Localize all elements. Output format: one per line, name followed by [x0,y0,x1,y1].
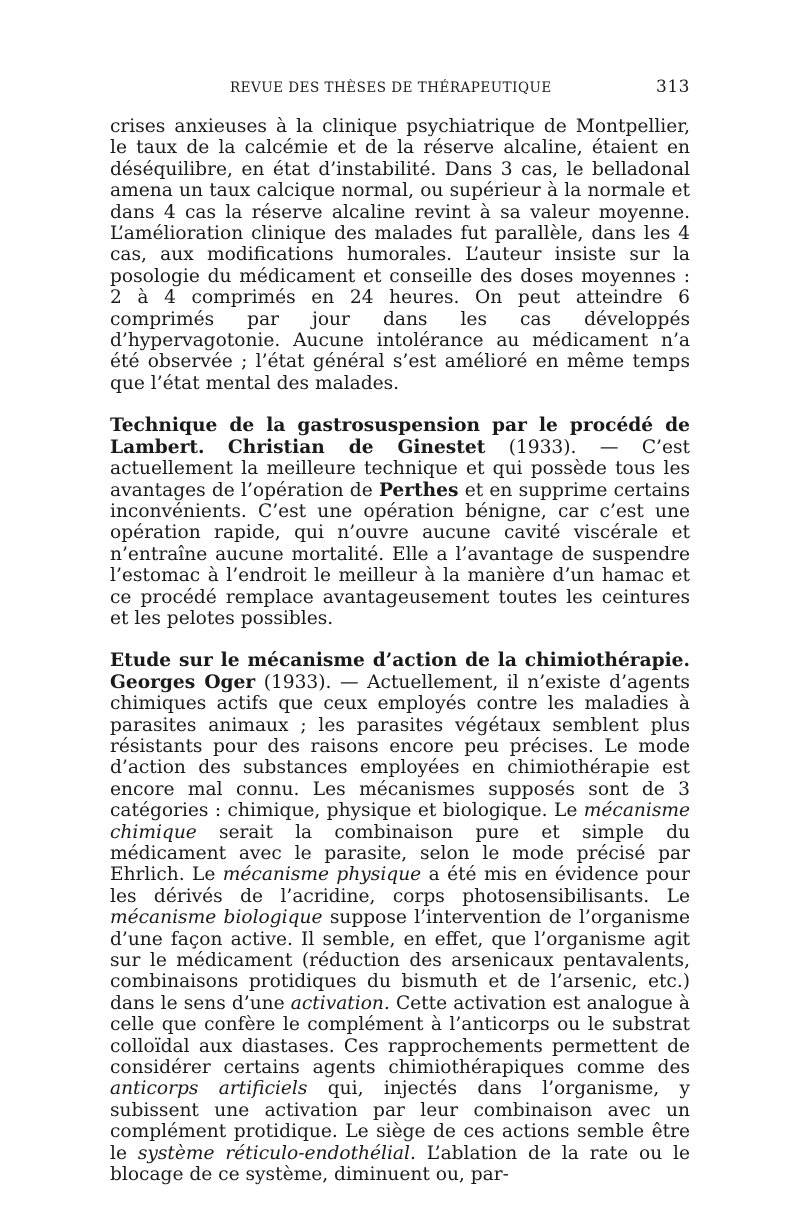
paragraph-text: et en supprime certains inconvénients. C’est une opération bénigne, car c’est une opération rapide, qui n’ouvre aucune cavité viscérale et n’entraîne aucune mortalité. Elle a l’avantage de suspendre l’estomac à l’endroit le meilleur à la manière d’un hamac et ce procédé remplace avantageusement toutes les ceintures et les pelotes possibles. [110,479,690,629]
emphasis-activation: activation. [290,992,390,1014]
paragraph-text: L’ablation de la rate ou le blocage de ce système, diminuent ou, par- [110,1142,690,1186]
paragraph-text: suppose l’intervention de l’organisme d’une façon active. Il semble, en effet, que l’organisme agit sur le médicament (réduction des arsenicaux pentavalents, combinaisons protidiques du bismuth et de l’arsenic, etc.) dans le sens d’une [110,907,690,1014]
emphasis-mecanisme-physique: mécanisme physique [222,864,422,886]
paragraph-chimiotherapie [110,650,690,1185]
emphasis-mecanisme-chimique: mécanisme chimique [110,800,690,843]
emphasis-anticorps-artificiels: anticorps artificiels [110,1078,308,1100]
journal-title: REVUE DES THÈSES DE THÉRAPEUTIQUE [230,80,552,96]
paragraph-belladonal [110,116,690,394]
article-author: Christian de Ginestet [227,436,486,458]
paragraph-text: serait la combinaison pure et simple du médicament avec le parasite, selon le mode précisé par Ehrlich. Le [110,821,690,886]
person-name-perthes: Perthes [378,479,459,501]
emphasis-systeme-reticulo-endothelial: système réticulo-endothélial. [137,1142,416,1164]
paragraph-text: a été mis en évidence pour les dérivés de l’acridine, corps photosensibilisants. Le [110,864,690,907]
paragraph-text: — Actuellement, il n’existe d’agents chimiques actifs que ceux employés contre les maladies à parasites animaux ; les parasites végétaux semblent plus résistants pour des raisons encore peu précises. Le mode d’action des substances employées en chimiothérapie est encore mal connu. Les mécanismes supposés sont de 3 catégories : chimique, physique et biologique. Le [110,671,690,822]
page-number: 313 [656,77,690,97]
running-head [110,78,690,102]
article-year: (1933). [263,671,332,693]
paragraph-text: — C’est actuellement la meilleure technique et qui possède tous les avantages de l’opération de [110,436,690,501]
paragraph-text: qui, injectés dans l’organisme, y subissent une activation par leur combinaison avec un complément protidique. Le siège de ces actions semble être le [110,1078,690,1164]
article-title: Etude sur le mécanisme d’action de la chimiothérapie. [110,650,690,672]
paragraph-text: crises anxieuses à la clinique psychiatrique de Montpellier, le taux de la calcémie et de la réserve alcaline, étaient en déséquilibre, en état d’instabilité. Dans 3 cas, le belladonal amena un taux calcique normal, ou supérieur à la normale et dans 4 cas la réserve alcaline revint à sa valeur moyenne. L’amélioration clinique des malades fut parallèle, dans les 4 cas, aux modifications humorales. L’auteur insiste sur la posologie du médicament et conseille des doses moyennes : 2 à 4 comprimés en 24 heures. On peut atteindre 6 comprimés par jour dans les cas développés d’hypervagotonie. Aucune intolérance au médicament n’a été observée ; l’état général s’est amélioré en même temps que l’état mental des malades. [110,116,690,394]
emphasis-mecanisme-biologique: mécanisme biologique [110,907,323,929]
paragraph-text: Cette activation est analogue à celle que confère le complément à l’anticorps ou le substrat colloïdal aux diastases. Ces rapprochements permettent de considérer certains agents chimiothérapiques comme des [110,992,690,1079]
body-text [110,116,690,1186]
paragraph-gastrosuspension [110,415,690,629]
article-author: Georges Oger [110,671,256,693]
article-title: Technique de la gastrosuspension par le procédé de Lambert. [110,415,690,458]
article-year: (1933). [508,436,577,458]
